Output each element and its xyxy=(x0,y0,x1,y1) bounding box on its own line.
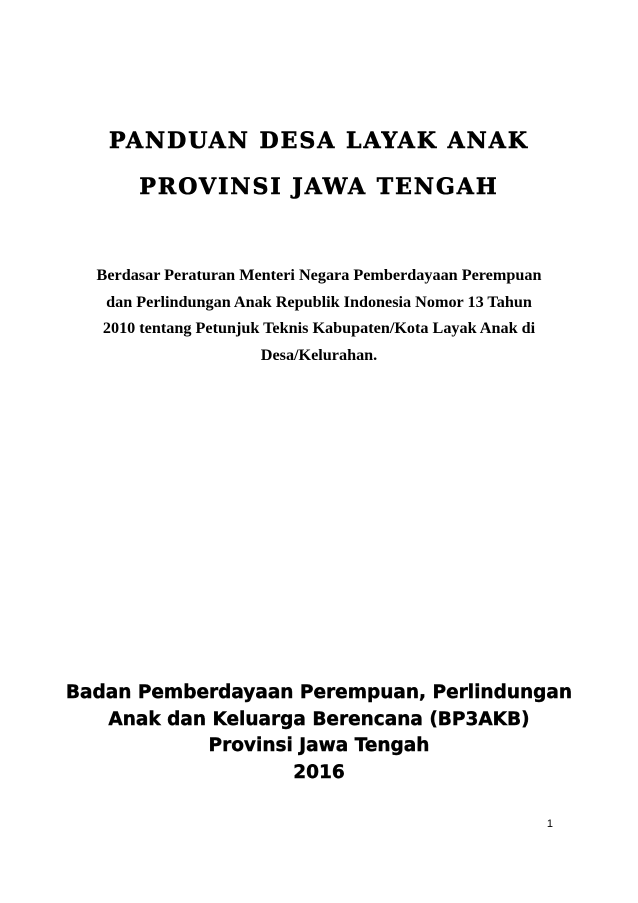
regulation-reference xyxy=(70,262,568,368)
publisher-line: Badan Pemberdayaan Perempuan, Perlindungan xyxy=(65,682,573,703)
document-title-line-2: PROVINSI JAWA TENGAH xyxy=(139,174,499,200)
document-title-line-1: PANDUAN DESA LAYAK ANAK xyxy=(109,128,529,154)
publisher-block xyxy=(40,680,598,786)
page-number: 1 xyxy=(546,818,553,830)
publisher-line: Anak dan Keluarga Berencana (BP3AKB) xyxy=(108,708,530,730)
publication-year: 2016 xyxy=(293,761,345,783)
publisher-line: Provinsi Jawa Tengah xyxy=(208,735,430,756)
regulation-line: Berdasar Peraturan Menteri Negara Pemberdayaan Perempuan xyxy=(96,266,542,284)
regulation-line: Desa/Kelurahan. xyxy=(260,345,378,364)
regulation-line: dan Perlindungan Anak Republik Indonesia Nomor 13 Tahun xyxy=(106,292,532,311)
regulation-line: 2010 tentang Petunjuk Teknis Kabupaten/Kota Layak Anak di xyxy=(102,319,536,337)
